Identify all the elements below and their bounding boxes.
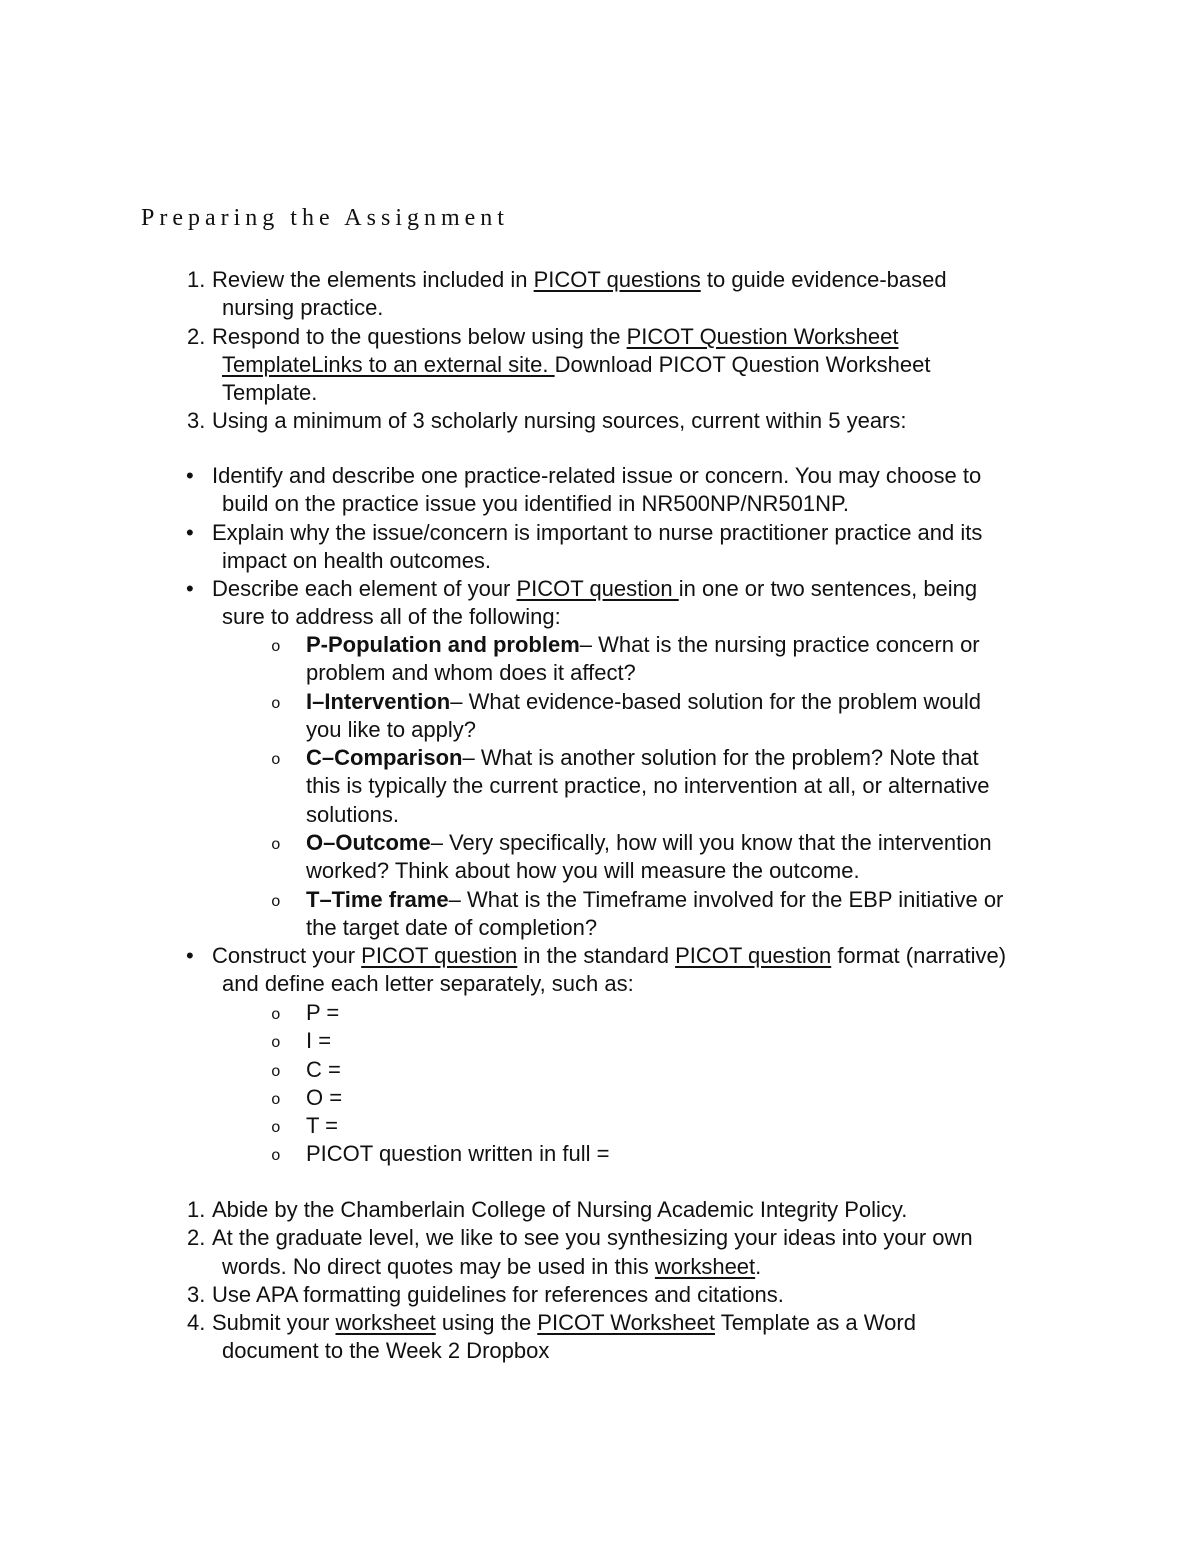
item-text-continued: document to the Week 2 Dropbox [222,1338,550,1364]
circle-bullet-icon: o [271,1090,281,1109]
item-text: – What is another solution for the problem? Note that [462,745,979,771]
list-item [0,1027,1200,1055]
item-number: 2. [187,323,206,349]
item-text-continued: solutions. [306,801,399,827]
item-text: T = [306,1113,339,1139]
item-number: 1. [187,1197,206,1222]
picot-worksheet-link[interactable]: PICOT Worksheet [537,1310,715,1336]
requirements-list [0,462,1200,632]
item-text: Abide by the Chamberlain College of Nursing Academic Integrity Policy. [212,1197,908,1222]
list-item [0,1140,1200,1168]
item-text-continued: you like to apply? [306,716,476,742]
item-text: Use APA formatting guidelines for references and citations. [212,1281,784,1307]
list-item [0,1112,1200,1140]
item-text: PICOT question written in full = [306,1141,610,1167]
circle-bullet-icon: o [271,1034,281,1053]
circle-bullet-icon: o [271,638,281,656]
bullet-icon: • [186,519,194,545]
circle-bullet-icon: o [271,892,281,911]
bullet-icon: • [186,576,194,602]
worksheet-template-link[interactable]: PICOT Question Worksheet [626,323,899,349]
item-text-continued: worked? Think about how you will measure the outcome. [306,858,860,884]
item-text-continued: this is typically the current practice, no intervention at all, or alternative [306,773,990,799]
item-text-continued: sure to address all of the following: [222,604,561,630]
element-label: T–Time frame [306,886,449,912]
picot-letters-list [0,999,1200,1169]
circle-bullet-icon: o [271,694,281,713]
circle-bullet-icon: o [271,1006,281,1024]
item-text: Template as a Word [714,1310,916,1336]
list-item [0,1224,1200,1281]
list-item [0,1056,1200,1084]
item-text-continued: Download PICOT Question Worksheet [554,351,931,377]
item-number: 3. [187,408,206,434]
item-number: 4. [187,1310,206,1336]
list-item [0,886,1200,943]
picot-question-link[interactable]: PICOT question [361,943,518,968]
list-item [0,631,1200,688]
item-text-continued: build on the practice issue you identified in NR500NP/NR501NP. [222,491,849,517]
item-text: C = [306,1056,341,1082]
element-label: C–Comparison [306,745,463,771]
list-item [0,575,1200,632]
picot-question-link[interactable]: PICOT question [516,576,679,602]
list-item [0,688,1200,745]
item-text: using the [435,1310,538,1336]
list-item [0,942,1200,999]
item-text: Construct your [212,943,362,968]
item-text: Submit your [212,1310,336,1336]
list-item [0,744,1200,829]
picot-questions-link[interactable]: PICOT questions [533,267,701,292]
list-item [0,999,1200,1027]
item-text-continued: words. No direct quotes may be used in this [222,1253,655,1279]
bullet-icon: • [186,943,194,968]
element-label: O–Outcome [306,830,431,856]
item-text: P = [306,1000,340,1025]
construct-list [0,942,1200,999]
item-number: 1. [187,267,206,292]
circle-bullet-icon: o [271,751,281,770]
item-text: in the standard [517,943,676,968]
worksheet-link[interactable]: worksheet [654,1253,756,1279]
item-text: Describe each element of your [212,576,517,602]
item-text: to guide evidence-based [700,267,947,292]
page-title: Preparing the Assignment [141,205,509,231]
item-text-continued: impact on health outcomes. [222,547,492,573]
steps-list [0,266,1200,436]
item-text-continued: the target date of completion? [306,914,598,940]
list-item [0,1084,1200,1112]
list-item [0,1196,1200,1224]
element-label: P-Population and problem [306,632,580,657]
picot-elements-list [0,631,1200,942]
item-text-continued: Template. [222,380,318,406]
item-text: – What is the nursing practice concern or [579,632,980,657]
list-item [0,323,1200,408]
list-item [0,407,1200,435]
item-text: Explain why the issue/concern is important to nurse practitioner practice and its [212,519,983,545]
list-item [0,829,1200,886]
item-text-continued: problem and whom does it affect? [306,660,636,686]
item-text-continued: nursing practice. [222,295,384,321]
circle-bullet-icon: o [271,836,281,855]
circle-bullet-icon: o [271,1062,281,1081]
list-item [0,519,1200,576]
circle-bullet-icon: o [271,1119,281,1138]
list-item [0,462,1200,519]
list-item [0,266,1200,323]
item-text: At the graduate level, we like to see you synthesizing your ideas into your own [212,1225,973,1251]
item-text: – Very specifically, how will you know that the intervention [430,830,992,856]
item-text-continued: . [755,1253,762,1279]
item-text: – What evidence-based solution for the problem would [450,688,981,714]
picot-question-format-link[interactable]: PICOT question [675,943,832,968]
item-text: Review the elements included in [212,267,534,292]
circle-bullet-icon: o [271,1147,281,1166]
item-text: O = [306,1084,343,1110]
item-text: Using a minimum of 3 scholarly nursing sources, current within 5 years: [212,408,907,434]
external-site-link[interactable]: TemplateLinks to an external site. [222,351,555,377]
list-item [0,1309,1200,1366]
guidelines-list [0,1196,1200,1366]
item-text: – What is the Timeframe involved for the EBP initiative or [448,886,1004,912]
item-text: Identify and describe one practice-related issue or concern. You may choose to [212,463,982,488]
list-item [0,1281,1200,1309]
item-text: I = [306,1028,332,1054]
item-number: 3. [187,1281,206,1307]
item-text-continued: and define each letter separately, such as: [222,971,634,997]
bullet-icon: • [186,463,194,488]
worksheet-link[interactable]: worksheet [335,1310,436,1336]
item-number: 2. [187,1225,206,1251]
element-label: I–Intervention [306,688,451,714]
item-text: Respond to the questions below using the [212,323,627,349]
item-text: in one or two sentences, being [678,576,978,602]
item-text: format (narrative) [831,943,1007,968]
